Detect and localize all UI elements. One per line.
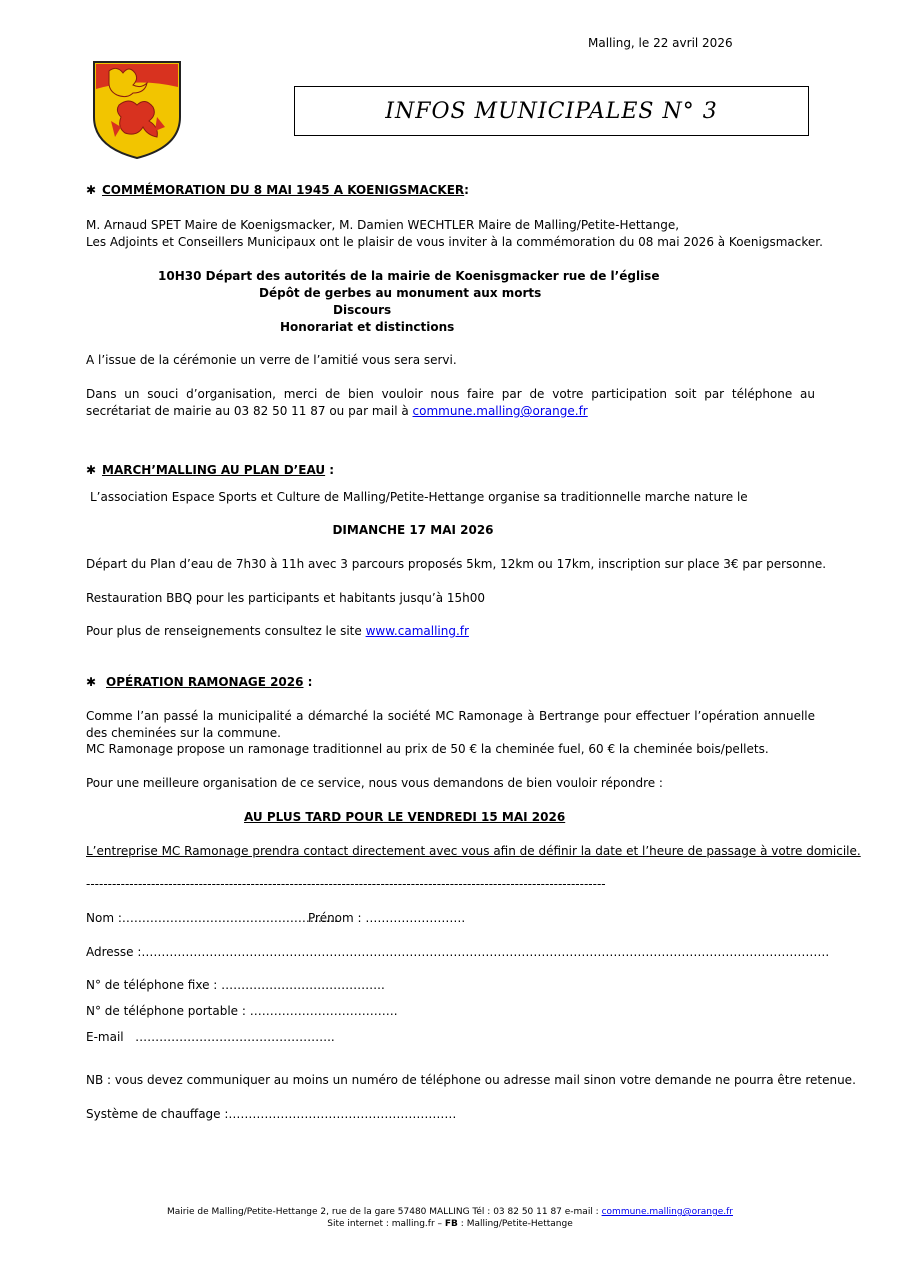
title-box: [294, 86, 809, 136]
ramonage-heading: OPÉRATION RAMONAGE 2026: [106, 675, 304, 689]
program-item: 10H30 Départ des autorités de la mairie de Koenisgmacker rue de l’église: [158, 269, 660, 283]
asterisk-bullet-icon: ✱: [86, 675, 97, 689]
ramonage-para1: Comme l’an passé la municipalité a démarché la société MC Ramonage à Bertrange pour effectuer l’opération annuelle des cheminées sur la commune.: [86, 709, 815, 740]
program-item: Discours: [333, 303, 392, 317]
form-chauffage-field[interactable]: Système de chauffage :…………………………………………………: [86, 1107, 457, 1121]
page-title: INFOS MUNICIPALES N° 3: [385, 98, 718, 124]
commemoration-heading: COMMÉMORATION DU 8 MAI 1945 A KOENIGSMACKER: [102, 183, 465, 197]
commemoration-email-link[interactable]: commune.malling@orange.fr: [412, 404, 588, 418]
program-item: Dépôt de gerbes au monument aux morts: [259, 286, 542, 300]
form-email-field[interactable]: E-mail …………………………………………..: [86, 1030, 335, 1044]
marche-heading: MARCH’MALLING AU PLAN D’EAU: [102, 463, 326, 477]
form-nom-field[interactable]: Nom :………………………………………………: [86, 911, 338, 925]
section-marche-heading: ✱ MARCH’MALLING AU PLAN D’EAU :: [86, 463, 335, 477]
form-tel-portable-field[interactable]: N° de téléphone portable : ……………………………….: [86, 1004, 398, 1018]
marche-depart: Départ du Plan d’eau de 7h30 à 11h avec 3 parcours proposés 5km, 12km ou 17km, inscription sur place 3€ par personne.: [86, 557, 827, 571]
footer-line-1: Mairie de Malling/Petite-Hettange 2, rue de la gare 57480 MALLING Tél : 03 82 50 11 87 e-mail : commune.malling@orange.fr: [167, 1207, 733, 1217]
form-adresse-field[interactable]: Adresse :……………………………………………………………………………………………………………………………………………………….: [86, 945, 830, 959]
asterisk-bullet-icon: ✱: [86, 463, 97, 477]
form-nb: NB : vous devez communiquer au moins un numéro de téléphone ou adresse mail sinon votre demande ne pourra être retenue.: [86, 1073, 856, 1087]
form-prenom-field[interactable]: Prénom : …………………….: [308, 911, 466, 925]
marche-restauration: Restauration BBQ pour les participants et habitants jusqu’à 15h00: [86, 591, 486, 605]
ramonage-para2: MC Ramonage propose un ramonage traditionnel au prix de 50 € la cheminée fuel, 60 € la cheminée bois/pellets.: [86, 742, 769, 756]
form-tel-fixe-field[interactable]: N° de téléphone fixe : …………………………………..: [86, 978, 385, 992]
ramonage-deadline: AU PLUS TARD POUR LE VENDREDI 15 MAI 2026: [244, 810, 566, 824]
marche-info: Pour plus de renseignements consultez le site www.camalling.fr: [86, 624, 469, 638]
commemoration-organisation: Dans un souci d’organisation, merci de bien vouloir nous faire par de votre participation soit par téléphone au secrétariat de mairie au 03 82 50 11 87 ou par mail à commune.malling@orange.fr: [86, 387, 815, 418]
section-commemoration-heading: ✱ COMMÉMORATION DU 8 MAI 1945 A KOENIGSMACKER:: [86, 183, 469, 197]
footer-line-2: Site internet : malling.fr – FB : Malling/Petite-Hettange: [327, 1219, 573, 1229]
marche-intro: L’association Espace Sports et Culture de Malling/Petite-Hettange organise sa traditionnelle marche nature le: [90, 490, 748, 504]
date-line: Malling, le 22 avril 2026: [588, 36, 733, 50]
coat-of-arms-icon: [91, 59, 183, 161]
commemoration-intro-2: Les Adjoints et Conseillers Municipaux ont le plaisir de vous inviter à la commémoration du 08 mai 2026 à Koenigsmacker.: [86, 235, 823, 249]
ramonage-contact: L’entreprise MC Ramonage prendra contact directement avec vous afin de définir la date et l’heure de passage à votre domicile.: [86, 844, 861, 858]
ramonage-request: Pour une meilleure organisation de ce service, nous vous demandons de bien vouloir répondre :: [86, 776, 663, 790]
footer-email-link[interactable]: commune.malling@orange.fr: [601, 1207, 733, 1217]
form-separator: ------------------------------------------------------------------------------------------------------------------------: [86, 877, 606, 891]
section-ramonage-heading: ✱ OPÉRATION RAMONAGE 2026 :: [86, 675, 313, 689]
marche-site-link[interactable]: www.camalling.fr: [365, 624, 469, 638]
asterisk-bullet-icon: ✱: [86, 183, 97, 197]
marche-date: DIMANCHE 17 MAI 2026: [332, 523, 494, 537]
commemoration-after: A l’issue de la cérémonie un verre de l’amitié vous sera servi.: [86, 353, 457, 367]
commemoration-intro-1: M. Arnaud SPET Maire de Koenigsmacker, M. Damien WECHTLER Maire de Malling/Petite-Hettange,: [86, 218, 680, 232]
program-item: Honorariat et distinctions: [280, 320, 455, 334]
